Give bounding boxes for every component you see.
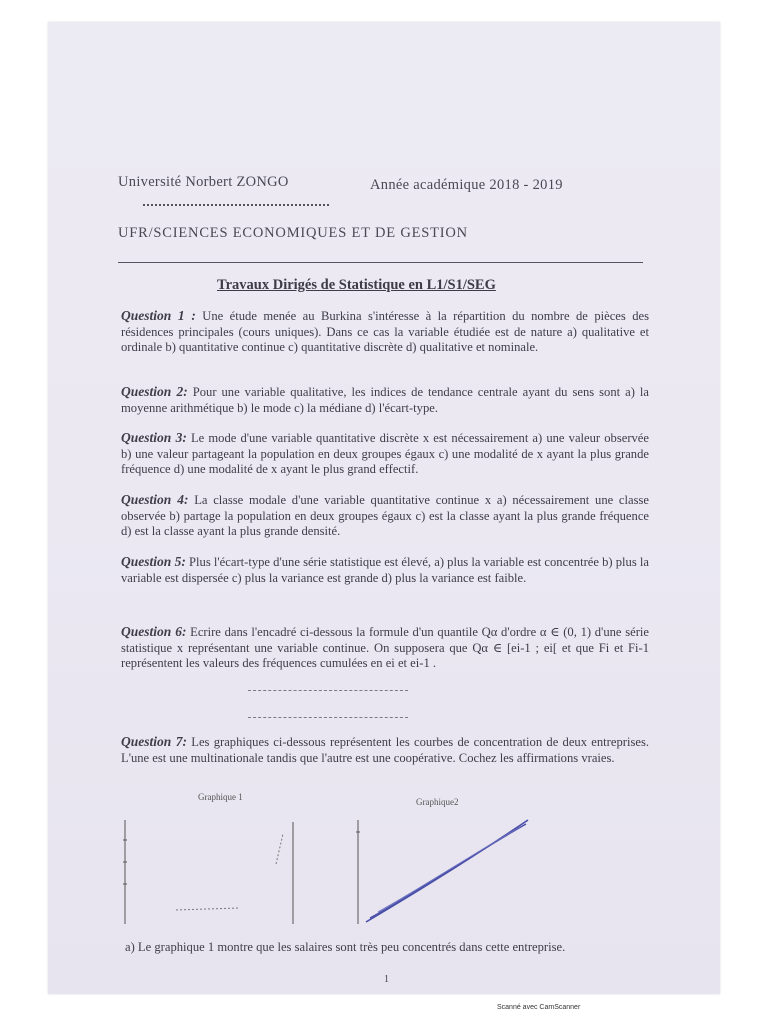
question-6 [121, 624, 649, 672]
question-7 [121, 734, 649, 766]
graph2-curve-3 [378, 827, 520, 912]
answer-box[interactable] [248, 690, 408, 718]
question-text: La classe modale d'une variable quantitative continue x a) nécessairement une classe observée b) partage la population en deux groupes égaux c) est la classe ayant la plus grande fréquence d) est la classe ayant la plus grande densité. [121, 493, 649, 538]
graph1-curve-low [176, 908, 238, 910]
question-1 [121, 308, 649, 356]
question-5 [121, 554, 649, 586]
question-label: Question 2: [121, 384, 188, 399]
question-text: Les graphiques ci-dessous représentent les courbes de concentration de deux entreprises. L'une est une multinationale tandis que l'autre est une coopérative. Cochez les affirmations vraies. [121, 735, 649, 765]
document-title: Travaux Dirigés de Statistique en L1/S1/SEG [217, 277, 496, 293]
header-rule [118, 262, 643, 263]
answer-a: a) Le graphique 1 montre que les salaires sont très peu concentrés dans cette entreprise. [125, 940, 566, 954]
academic-year: Année académique 2018 - 2019 [370, 177, 563, 193]
question-text: Plus l'écart-type d'une série statistique est élevé, a) plus la variable est concentrée b) plus la variable est dispersée c) plus la variance est grande d) plus la variance est faible. [121, 555, 649, 585]
question-label: Question 5: [121, 554, 186, 569]
question-4 [121, 492, 649, 540]
graph1-title: Graphique 1 [198, 792, 243, 802]
graphique-1-chart [118, 812, 318, 932]
graphique-2-chart [348, 812, 548, 932]
question-3 [121, 430, 649, 478]
question-text: Pour une variable qualitative, les indices de tendance centrale ayant du sens sont a) la moyenne arithmétique b) le mode c) la médiane d) l'écart-type. [121, 385, 649, 415]
question-text: Une étude menée au Burkina s'intéresse à la répartition du nombre de pièces des résidences principales (cours uniques). Dans ce cas la variable étudiée est de nature a) qualitative et ordinale b) quantitative continue c) quantitative discrète d) qualitative et nominale. [121, 309, 649, 354]
question-text: Le mode d'une variable quantitative discrète x est nécessairement a) une valeur observée b) une valeur partageant la population en deux groupes égaux c) une modalité de x ayant la plus grande fréquence d) une modalité de x ayant le plus grand effectif. [121, 431, 649, 476]
question-label: Question 7: [121, 734, 187, 749]
dotted-line [143, 204, 329, 206]
university-name: Université Norbert ZONGO [118, 174, 289, 190]
graph1-curve-high [276, 834, 283, 864]
question-label: Question 1 : [121, 308, 196, 323]
document-page [48, 22, 720, 994]
question-text: Ecrire dans l'encadré ci-dessous la formule d'un quantile Qα d'ordre α ∈ (0, 1) d'une série statistique x représentant une variable continue. On supposera que Qα ∈ [ei-1 ; ei[ et que Fi et Fi-1 représentent les valeurs des fréquences cumulées en ei et ei-1 . [121, 625, 649, 670]
question-2 [121, 384, 649, 416]
scanner-label: Scanné avec CamScanner [497, 1004, 581, 1011]
question-label: Question 4: [121, 492, 189, 507]
question-label: Question 6: [121, 624, 187, 639]
ufr-name: UFR/SCIENCES ECONOMIQUES ET DE GESTION [118, 225, 468, 241]
page-number: 1 [384, 974, 389, 985]
question-label: Question 3: [121, 430, 187, 445]
graph2-title: Graphique2 [416, 797, 459, 807]
